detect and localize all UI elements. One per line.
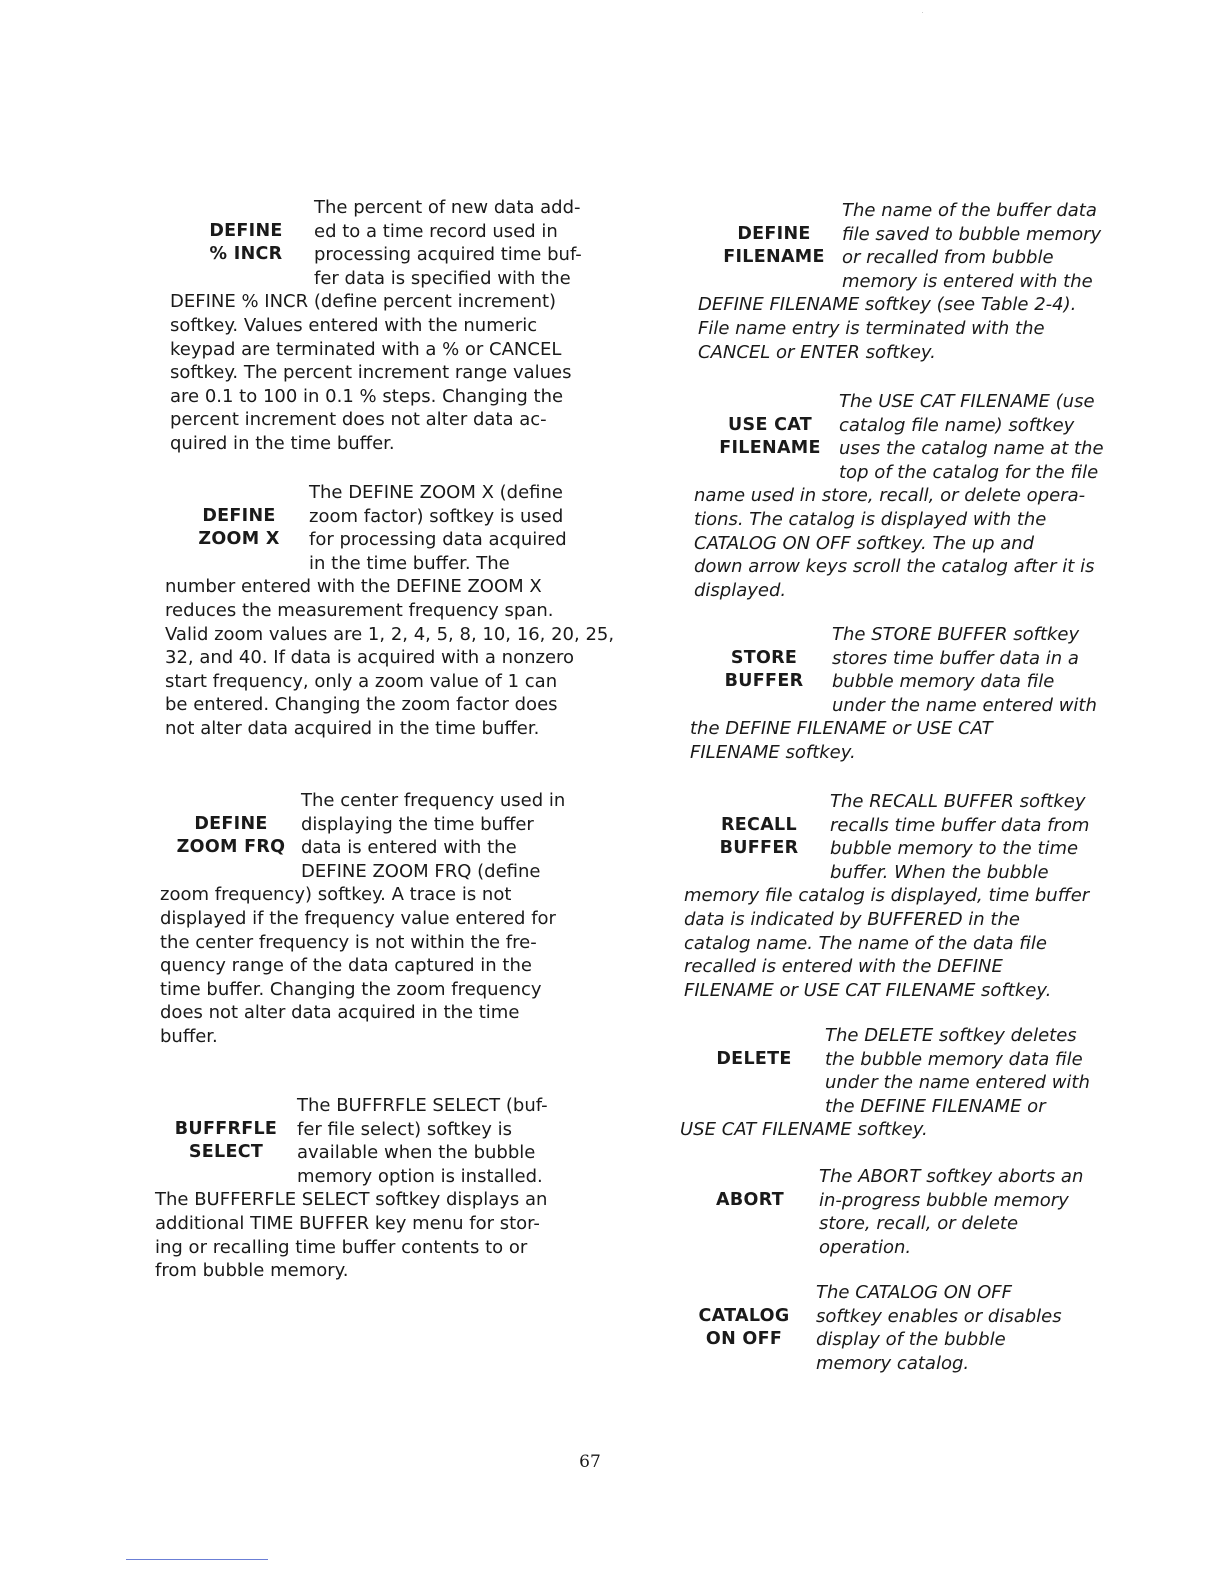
text-line: top of the catalog for the file — [839, 461, 1099, 483]
softkey-label — [700, 1189, 800, 1213]
text-line: in the time buffer. The — [309, 552, 510, 574]
entry-continuation — [155, 1188, 547, 1282]
text-line: from bubble memory. — [155, 1260, 349, 1282]
scan-speck — [922, 12, 923, 13]
entry-intro — [301, 789, 565, 883]
text-line: data is entered with the — [301, 837, 517, 859]
softkey-label — [196, 220, 296, 267]
text-line: ed to a time record used in — [314, 220, 558, 242]
entry-intro — [309, 481, 567, 575]
softkey-label-line: DEFINE — [737, 223, 811, 244]
text-line: file saved to bubble memory — [842, 223, 1102, 245]
text-line: number entered with the DEFINE ZOOM X — [165, 576, 542, 598]
text-line: The center frequency used in — [301, 790, 566, 811]
softkey-label-line: ON OFF — [705, 1329, 783, 1350]
text-line: under the name entered with — [825, 1072, 1090, 1094]
softkey-label — [171, 1118, 281, 1165]
softkey-label — [712, 647, 816, 694]
text-line: tions. The catalog is displayed with the — [694, 508, 1047, 530]
softkey-label-line: ABORT — [716, 1189, 784, 1210]
text-line: does not alter data acquired in the time — [160, 1002, 520, 1024]
entry-intro — [842, 199, 1101, 293]
softkey-label — [170, 813, 292, 860]
text-line: The percent of new data add- — [314, 197, 581, 218]
text-line: The CATALOG ON OFF — [816, 1282, 1012, 1303]
text-line: be entered. Changing the zoom factor does — [165, 694, 558, 716]
text-line: the bubble memory data file — [825, 1048, 1083, 1070]
text-line: DEFINE ZOOM FRQ (define — [301, 860, 541, 882]
text-line: under the name entered with — [832, 694, 1097, 716]
softkey-label-line: ZOOM X — [198, 529, 280, 550]
text-line: processing acquired time buf- — [314, 244, 582, 266]
text-line: softkey. The percent increment range values — [170, 362, 572, 384]
text-line: fer file select) softkey is — [297, 1118, 512, 1140]
text-line: The STORE BUFFER softkey — [832, 624, 1080, 645]
text-line: FILENAME or USE CAT FILENAME softkey. — [684, 979, 1052, 1001]
entry-intro — [839, 390, 1104, 484]
softkey-label — [718, 414, 822, 461]
text-line: CANCEL or ENTER softkey. — [698, 341, 936, 363]
text-line: catalog file name) softkey — [839, 414, 1075, 436]
softkey-label — [189, 505, 289, 552]
text-line: CATALOG ON OFF softkey. The up and — [694, 532, 1035, 554]
text-line: The ABORT softkey aborts an — [819, 1166, 1084, 1187]
text-line: zoom factor) softkey is used — [309, 505, 564, 527]
text-line: available when the bubble — [297, 1142, 536, 1164]
softkey-label-line: BUFFER — [724, 671, 804, 692]
entry-intro — [297, 1094, 548, 1188]
entry-continuation — [684, 884, 1089, 1002]
text-line: keypad are terminated with a % or CANCEL — [170, 338, 562, 360]
entry-continuation — [165, 575, 614, 740]
text-line: fer data is specified with the — [314, 267, 571, 289]
softkey-label — [706, 814, 812, 861]
text-line: store, recall, or delete — [819, 1213, 1019, 1235]
text-line: displayed if the frequency value entered for — [160, 907, 556, 929]
text-line: bubble memory to the time — [830, 838, 1079, 860]
text-line: softkey. Values entered with the numeric — [170, 314, 538, 336]
softkey-label-line: CATALOG — [698, 1305, 790, 1326]
softkey-label-line: DEFINE — [209, 220, 283, 241]
text-line: The DEFINE ZOOM X (define — [309, 482, 563, 503]
text-line: The USE CAT FILENAME (use — [839, 391, 1095, 412]
footer-divider — [126, 1559, 268, 1560]
text-line: the center frequency is not within the fre- — [160, 931, 537, 953]
entry-intro — [832, 623, 1097, 717]
text-line: down arrow keys scroll the catalog after it is — [694, 556, 1095, 578]
softkey-label — [718, 223, 830, 270]
text-line: start frequency, only a zoom value of 1 can — [165, 670, 558, 692]
text-line: The RECALL BUFFER softkey — [830, 791, 1086, 812]
entry-continuation — [160, 883, 556, 1048]
entry-continuation — [690, 717, 993, 764]
entry-continuation — [170, 290, 572, 455]
entry-intro — [314, 196, 582, 290]
softkey-label-line: SELECT — [188, 1142, 264, 1163]
softkey-label-line: USE CAT — [728, 414, 812, 435]
softkey-label — [704, 1048, 804, 1072]
text-line: the DEFINE FILENAME or — [825, 1095, 1046, 1117]
text-line: The DELETE softkey deletes — [825, 1025, 1077, 1046]
softkey-label-line: RECALL — [721, 814, 797, 835]
text-line: softkey enables or disables — [816, 1305, 1062, 1327]
text-line: or recalled from bubble — [842, 247, 1054, 269]
text-line: data is indicated by BUFFERED in the — [684, 908, 1020, 930]
text-line: DEFINE FILENAME softkey (see Table 2-4). — [698, 294, 1077, 316]
text-line: bubble memory data file — [832, 671, 1055, 693]
text-line: quired in the time buffer. — [170, 432, 395, 454]
text-line: for processing data acquired — [309, 529, 567, 551]
text-line: 32, and 40. If data is acquired with a nonzero — [165, 647, 575, 669]
entry-continuation — [680, 1118, 928, 1142]
text-line: uses the catalog name at the — [839, 438, 1104, 460]
text-line: the DEFINE FILENAME or USE CAT — [690, 718, 993, 740]
text-line: DEFINE % INCR (define percent increment) — [170, 291, 557, 313]
softkey-label-line: % INCR — [209, 244, 283, 265]
entry-continuation — [698, 293, 1076, 364]
softkey-label-line: STORE — [730, 647, 798, 668]
entry-intro — [825, 1024, 1090, 1118]
softkey-label-line: FILENAME — [719, 438, 821, 459]
softkey-label-line: BUFFRFLE — [174, 1118, 278, 1139]
text-line: displaying the time buffer — [301, 813, 534, 835]
softkey-label-line: FILENAME — [723, 247, 825, 268]
softkey-label-line: DELETE — [716, 1048, 792, 1069]
text-line: The name of the buffer data — [842, 200, 1097, 221]
text-line: displayed. — [694, 579, 787, 601]
text-line: not alter data acquired in the time buffer. — [165, 717, 540, 739]
text-line: in-progress bubble memory — [819, 1189, 1069, 1211]
text-line: recalls time buffer data from — [830, 814, 1090, 836]
text-line: buffer. — [160, 1025, 218, 1047]
entry-intro — [816, 1281, 1062, 1375]
text-line: time buffer. Changing the zoom frequency — [160, 978, 542, 1000]
softkey-label — [694, 1305, 794, 1352]
entry-continuation — [694, 484, 1094, 602]
text-line: quency range of the data captured in the — [160, 955, 532, 977]
text-line: ing or recalling time buffer contents to or — [155, 1236, 528, 1258]
text-line: USE CAT FILENAME softkey. — [680, 1119, 928, 1141]
softkey-label-line: ZOOM FRQ — [176, 837, 286, 858]
text-line: Valid zoom values are 1, 2, 4, 5, 8, 10, 16, 20, 25, — [165, 623, 615, 645]
softkey-label-line: BUFFER — [719, 838, 799, 859]
page-number: 67 — [579, 1452, 601, 1472]
text-line: File name entry is terminated with the — [698, 317, 1045, 339]
text-line: percent increment does not alter data ac- — [170, 409, 547, 431]
text-line: memory is entered with the — [842, 270, 1093, 292]
softkey-label-line: DEFINE — [194, 813, 268, 834]
text-line: recalled is entered with the DEFINE — [684, 956, 1003, 978]
text-line: FILENAME softkey. — [690, 741, 856, 763]
text-line: reduces the measurement frequency span. — [165, 599, 554, 621]
text-line: zoom frequency) softkey. A trace is not — [160, 884, 512, 906]
text-line: display of the bubble — [816, 1329, 1006, 1351]
text-line: operation. — [819, 1236, 912, 1258]
entry-intro — [830, 790, 1089, 884]
text-line: memory option is installed. — [297, 1165, 543, 1187]
text-line: name used in store, recall, or delete opera- — [694, 485, 1086, 507]
text-line: memory catalog. — [816, 1352, 970, 1374]
text-line: buffer. When the bubble — [830, 861, 1049, 883]
text-line: stores time buffer data in a — [832, 647, 1079, 669]
entry-intro — [819, 1165, 1083, 1259]
text-line: additional TIME BUFFER key menu for stor- — [155, 1212, 540, 1234]
text-line: catalog name. The name of the data file — [684, 932, 1047, 954]
text-line: The BUFFERFLE SELECT softkey displays an — [155, 1189, 548, 1211]
text-line: The BUFFRFLE SELECT (buf- — [297, 1095, 548, 1116]
softkey-label-line: DEFINE — [202, 505, 276, 526]
text-line: are 0.1 to 100 in 0.1 % steps. Changing the — [170, 385, 564, 407]
text-line: memory file catalog is displayed, time buffer — [684, 885, 1090, 907]
